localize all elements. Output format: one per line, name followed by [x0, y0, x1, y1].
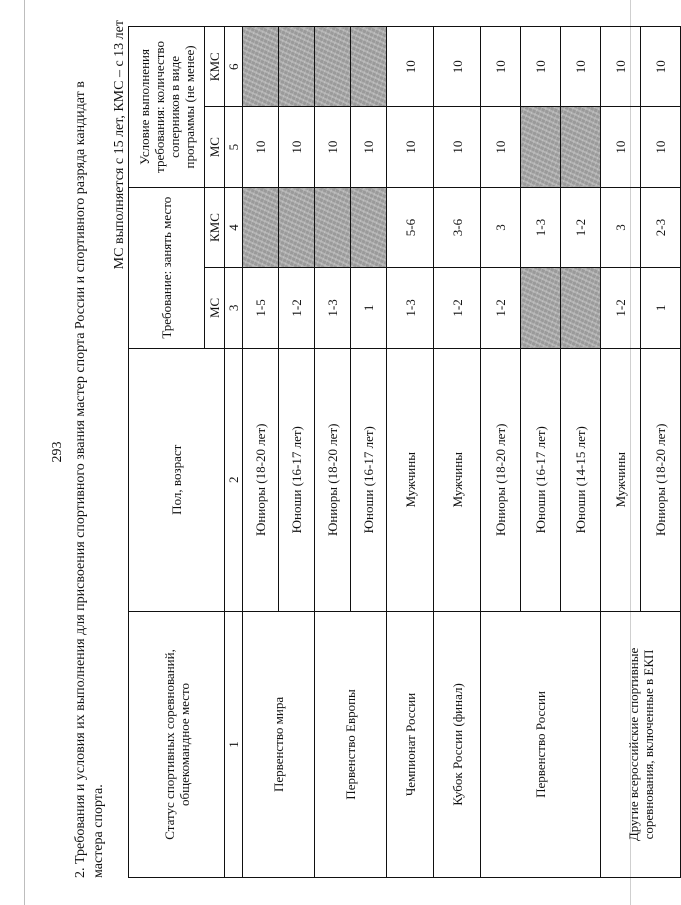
header-ms-place: МС: [205, 268, 225, 348]
kms-cond-cell: 10: [481, 27, 521, 107]
rotated-page-content: [42, 18, 668, 886]
ms-place-cell: 1-5: [243, 268, 279, 348]
table-row: [315, 27, 351, 878]
kms-place-cell: 2-3: [641, 187, 681, 267]
section-heading: 2. Требования и условия их выполнения для присвоения спортивного звания мастер спорта России и спортивного разряда кандидат в мастера спорта.: [73, 81, 106, 878]
ms-place-cell-shaded: [521, 268, 561, 348]
ms-place-cell: 1: [641, 268, 681, 348]
ms-place-cell: 1: [351, 268, 387, 348]
ms-place-cell-shaded: [561, 268, 601, 348]
kms-cond-cell: 10: [521, 27, 561, 107]
status-cell: Другие всероссийские спортивные соревнования, включенные в ЕКП: [601, 611, 681, 877]
ms-place-cell: 1-2: [481, 268, 521, 348]
age-cell: Мужчины: [434, 348, 481, 611]
requirements-table: [128, 26, 681, 878]
table-row: [481, 27, 521, 878]
kms-place-cell-shaded: [315, 187, 351, 267]
kms-place-cell: 5-6: [387, 187, 434, 267]
status-cell: Чемпионат России: [387, 611, 434, 877]
kms-place-cell: 1-2: [561, 187, 601, 267]
page-number: 293: [50, 441, 65, 463]
ms-cond-cell: 10: [351, 107, 387, 187]
kms-cond-cell: 10: [387, 27, 434, 107]
ms-cond-cell: 10: [387, 107, 434, 187]
kms-cond-cell-shaded: [243, 27, 279, 107]
age-cell: Юноши (16-17 лет): [279, 348, 315, 611]
header-num-2: 2: [225, 348, 243, 611]
header-num-6: 6: [225, 27, 243, 107]
kms-place-cell: 3: [481, 187, 521, 267]
kms-place-cell-shaded: [279, 187, 315, 267]
status-cell: Первенство Европы: [315, 611, 387, 877]
header-kms-cond: КМС: [205, 27, 225, 107]
header-num-5: 5: [225, 107, 243, 187]
age-cell: Юноши (16-17 лет): [521, 348, 561, 611]
ms-cond-cell: 10: [315, 107, 351, 187]
header-condition: Условие выполнения требования: количество соперников в виде программы (не менее): [129, 27, 205, 188]
ms-place-cell: 1-3: [315, 268, 351, 348]
age-cell: Мужчины: [601, 348, 641, 611]
header-num-3: 3: [225, 268, 243, 348]
ms-place-cell: 1-2: [434, 268, 481, 348]
status-cell: Первенство России: [481, 611, 601, 877]
age-cell: Юниоры (18-20 лет): [481, 348, 521, 611]
table-row: [434, 27, 481, 878]
kms-place-cell: 3: [601, 187, 641, 267]
kms-cond-cell-shaded: [351, 27, 387, 107]
kms-cond-cell-shaded: [279, 27, 315, 107]
kms-cond-cell: 10: [434, 27, 481, 107]
ms-cond-cell: 10: [641, 107, 681, 187]
header-gender-age: Пол, возраст: [129, 348, 225, 611]
ms-place-cell: 1-2: [601, 268, 641, 348]
kms-place-cell-shaded: [243, 187, 279, 267]
kms-place-cell-shaded: [351, 187, 387, 267]
age-cell: Юниоры (18-20 лет): [243, 348, 279, 611]
age-cell: Мужчины: [387, 348, 434, 611]
age-condition-note: МС выполняется с 15 лет, КМС – с 13 лет: [112, 20, 127, 270]
status-cell: Кубок России (финал): [434, 611, 481, 877]
kms-cond-cell-shaded: [315, 27, 351, 107]
ms-cond-cell: 10: [481, 107, 521, 187]
header-ms-cond: МС: [205, 107, 225, 187]
ms-cond-cell: 10: [279, 107, 315, 187]
header-status: Статус спортивных соревнований, общекомандное место: [129, 611, 225, 877]
age-cell: Юноши (14-15 лет): [561, 348, 601, 611]
table-row: [601, 27, 641, 878]
header-kms-place: КМС: [205, 187, 225, 267]
age-cell: Юниоры (18-20 лет): [315, 348, 351, 611]
kms-cond-cell: 10: [561, 27, 601, 107]
kms-cond-cell: 10: [641, 27, 681, 107]
age-cell: Юноши (16-17 лет): [351, 348, 387, 611]
table-row: [243, 27, 279, 878]
status-cell: Первенство мира: [243, 611, 315, 877]
kms-place-cell: 3-6: [434, 187, 481, 267]
ms-cond-cell-shaded: [561, 107, 601, 187]
kms-cond-cell: 10: [601, 27, 641, 107]
ms-cond-cell: 10: [243, 107, 279, 187]
header-place-requirement: Требование: занять место: [129, 187, 205, 348]
ms-place-cell: 1-3: [387, 268, 434, 348]
page-edge-left: [24, 0, 25, 905]
ms-cond-cell-shaded: [521, 107, 561, 187]
table-row: [387, 27, 434, 878]
ms-cond-cell: 10: [601, 107, 641, 187]
age-cell: Юниоры (18-20 лет): [641, 348, 681, 611]
header-num-1: 1: [225, 611, 243, 877]
kms-place-cell: 1-3: [521, 187, 561, 267]
ms-place-cell: 1-2: [279, 268, 315, 348]
ms-cond-cell: 10: [434, 107, 481, 187]
header-num-4: 4: [225, 187, 243, 267]
